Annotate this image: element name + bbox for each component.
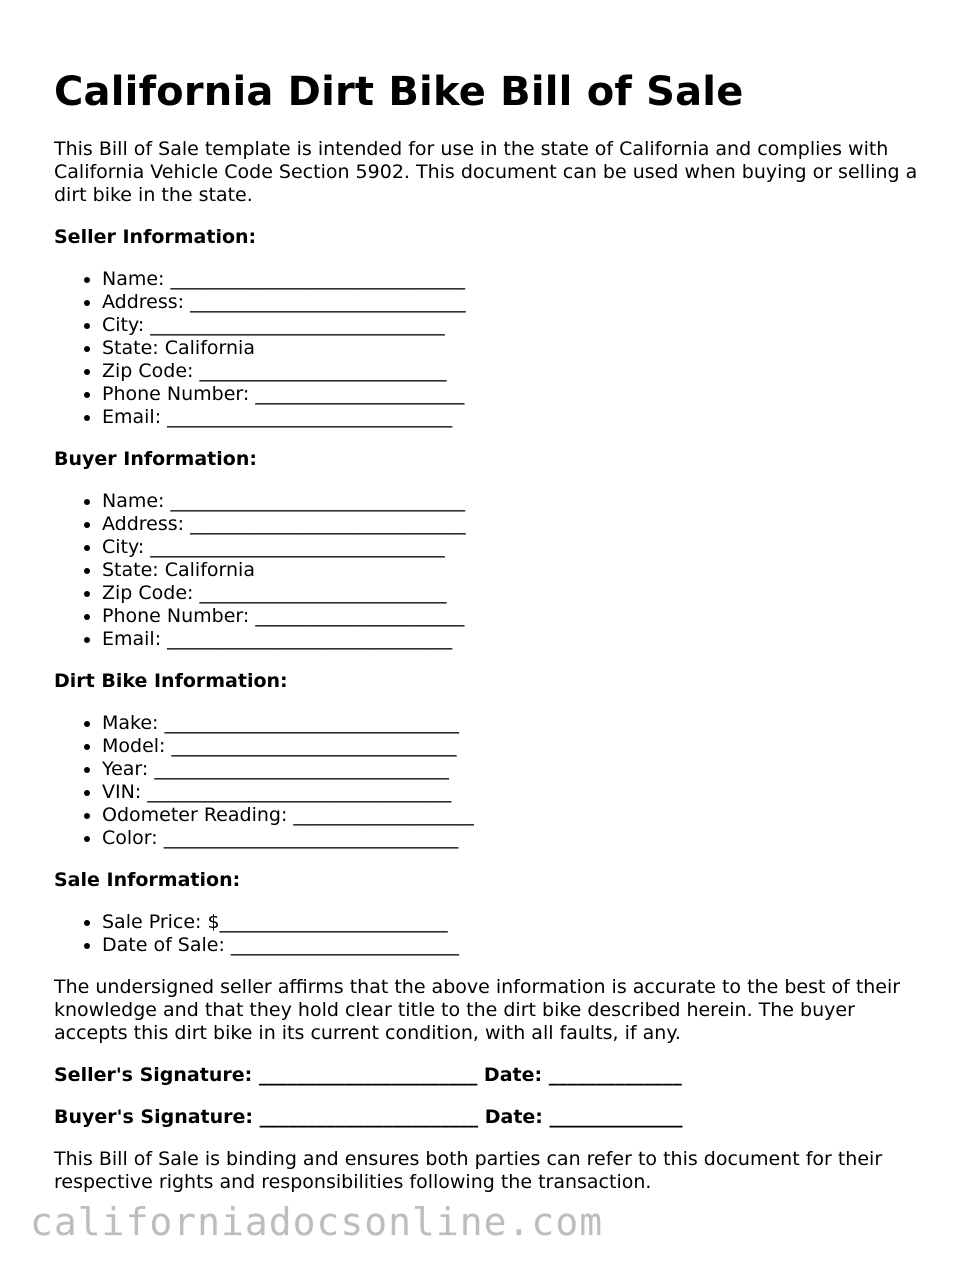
closing-paragraph: This Bill of Sale is binding and ensures both parties can refer to this document for their respective rights and responsibilities following the transaction. xyxy=(54,1148,883,1193)
buyer-email-field: • Email: ______________________________ xyxy=(102,628,934,651)
bike-make-field: • Make: _______________________________ xyxy=(102,712,934,735)
bike-section-heading: Dirt Bike Information: xyxy=(54,670,288,692)
sale-section-heading: Sale Information: xyxy=(54,869,241,891)
seller-zip-field: • Zip Code: __________________________ xyxy=(102,360,934,383)
bike-info-list xyxy=(54,712,934,850)
seller-address-field: • Address: _____________________________ xyxy=(102,291,934,314)
sale-date-field: • Date of Sale: ________________________ xyxy=(102,934,934,957)
buyer-state-field: • State: California xyxy=(102,559,934,582)
page-title: California Dirt Bike Bill of Sale xyxy=(54,69,744,115)
buyer-name-field: • Name: _______________________________ xyxy=(102,490,934,513)
bike-year-field: • Year: _______________________________ xyxy=(102,758,934,781)
sale-price-field: • Sale Price: $________________________ xyxy=(102,911,934,934)
buyer-city-field: • City: _______________________________ xyxy=(102,536,934,559)
bike-odometer-field: • Odometer Reading: ___________________ xyxy=(102,804,934,827)
buyer-signature-line: Buyer's Signature: _______________________ Date: ______________ xyxy=(54,1106,683,1128)
intro-paragraph: This Bill of Sale template is intended for use in the state of California and complies with California Vehicle Code Section 5902. This document can be used when buying or selling a dirt bike in the state. xyxy=(54,138,918,206)
seller-email-field: • Email: ______________________________ xyxy=(102,406,934,429)
seller-section-heading: Seller Information: xyxy=(54,226,257,248)
document-page xyxy=(54,68,934,1213)
sale-info-list xyxy=(54,911,934,957)
seller-signature-line: Seller's Signature: _______________________ Date: ______________ xyxy=(54,1064,682,1086)
seller-state-field: • State: California xyxy=(102,337,934,360)
bike-color-field: • Color: _______________________________ xyxy=(102,827,934,850)
bike-model-field: • Model: ______________________________ xyxy=(102,735,934,758)
buyer-info-list xyxy=(54,490,934,651)
bike-vin-field: • VIN: ________________________________ xyxy=(102,781,934,804)
seller-name-field: • Name: _______________________________ xyxy=(102,268,934,291)
site-watermark: californiadocsonline.com xyxy=(30,1200,604,1244)
buyer-zip-field: • Zip Code: __________________________ xyxy=(102,582,934,605)
buyer-phone-field: • Phone Number: ______________________ xyxy=(102,605,934,628)
seller-city-field: • City: _______________________________ xyxy=(102,314,934,337)
buyer-section-heading: Buyer Information: xyxy=(54,448,257,470)
seller-phone-field: • Phone Number: ______________________ xyxy=(102,383,934,406)
seller-info-list xyxy=(54,268,934,429)
buyer-address-field: • Address: _____________________________ xyxy=(102,513,934,536)
affirmation-paragraph: The undersigned seller affirms that the above information is accurate to the best of their knowledge and that they hold clear title to the dirt bike described herein. The buyer accepts this dirt bike in its current condition, with all faults, if any. xyxy=(54,976,901,1044)
